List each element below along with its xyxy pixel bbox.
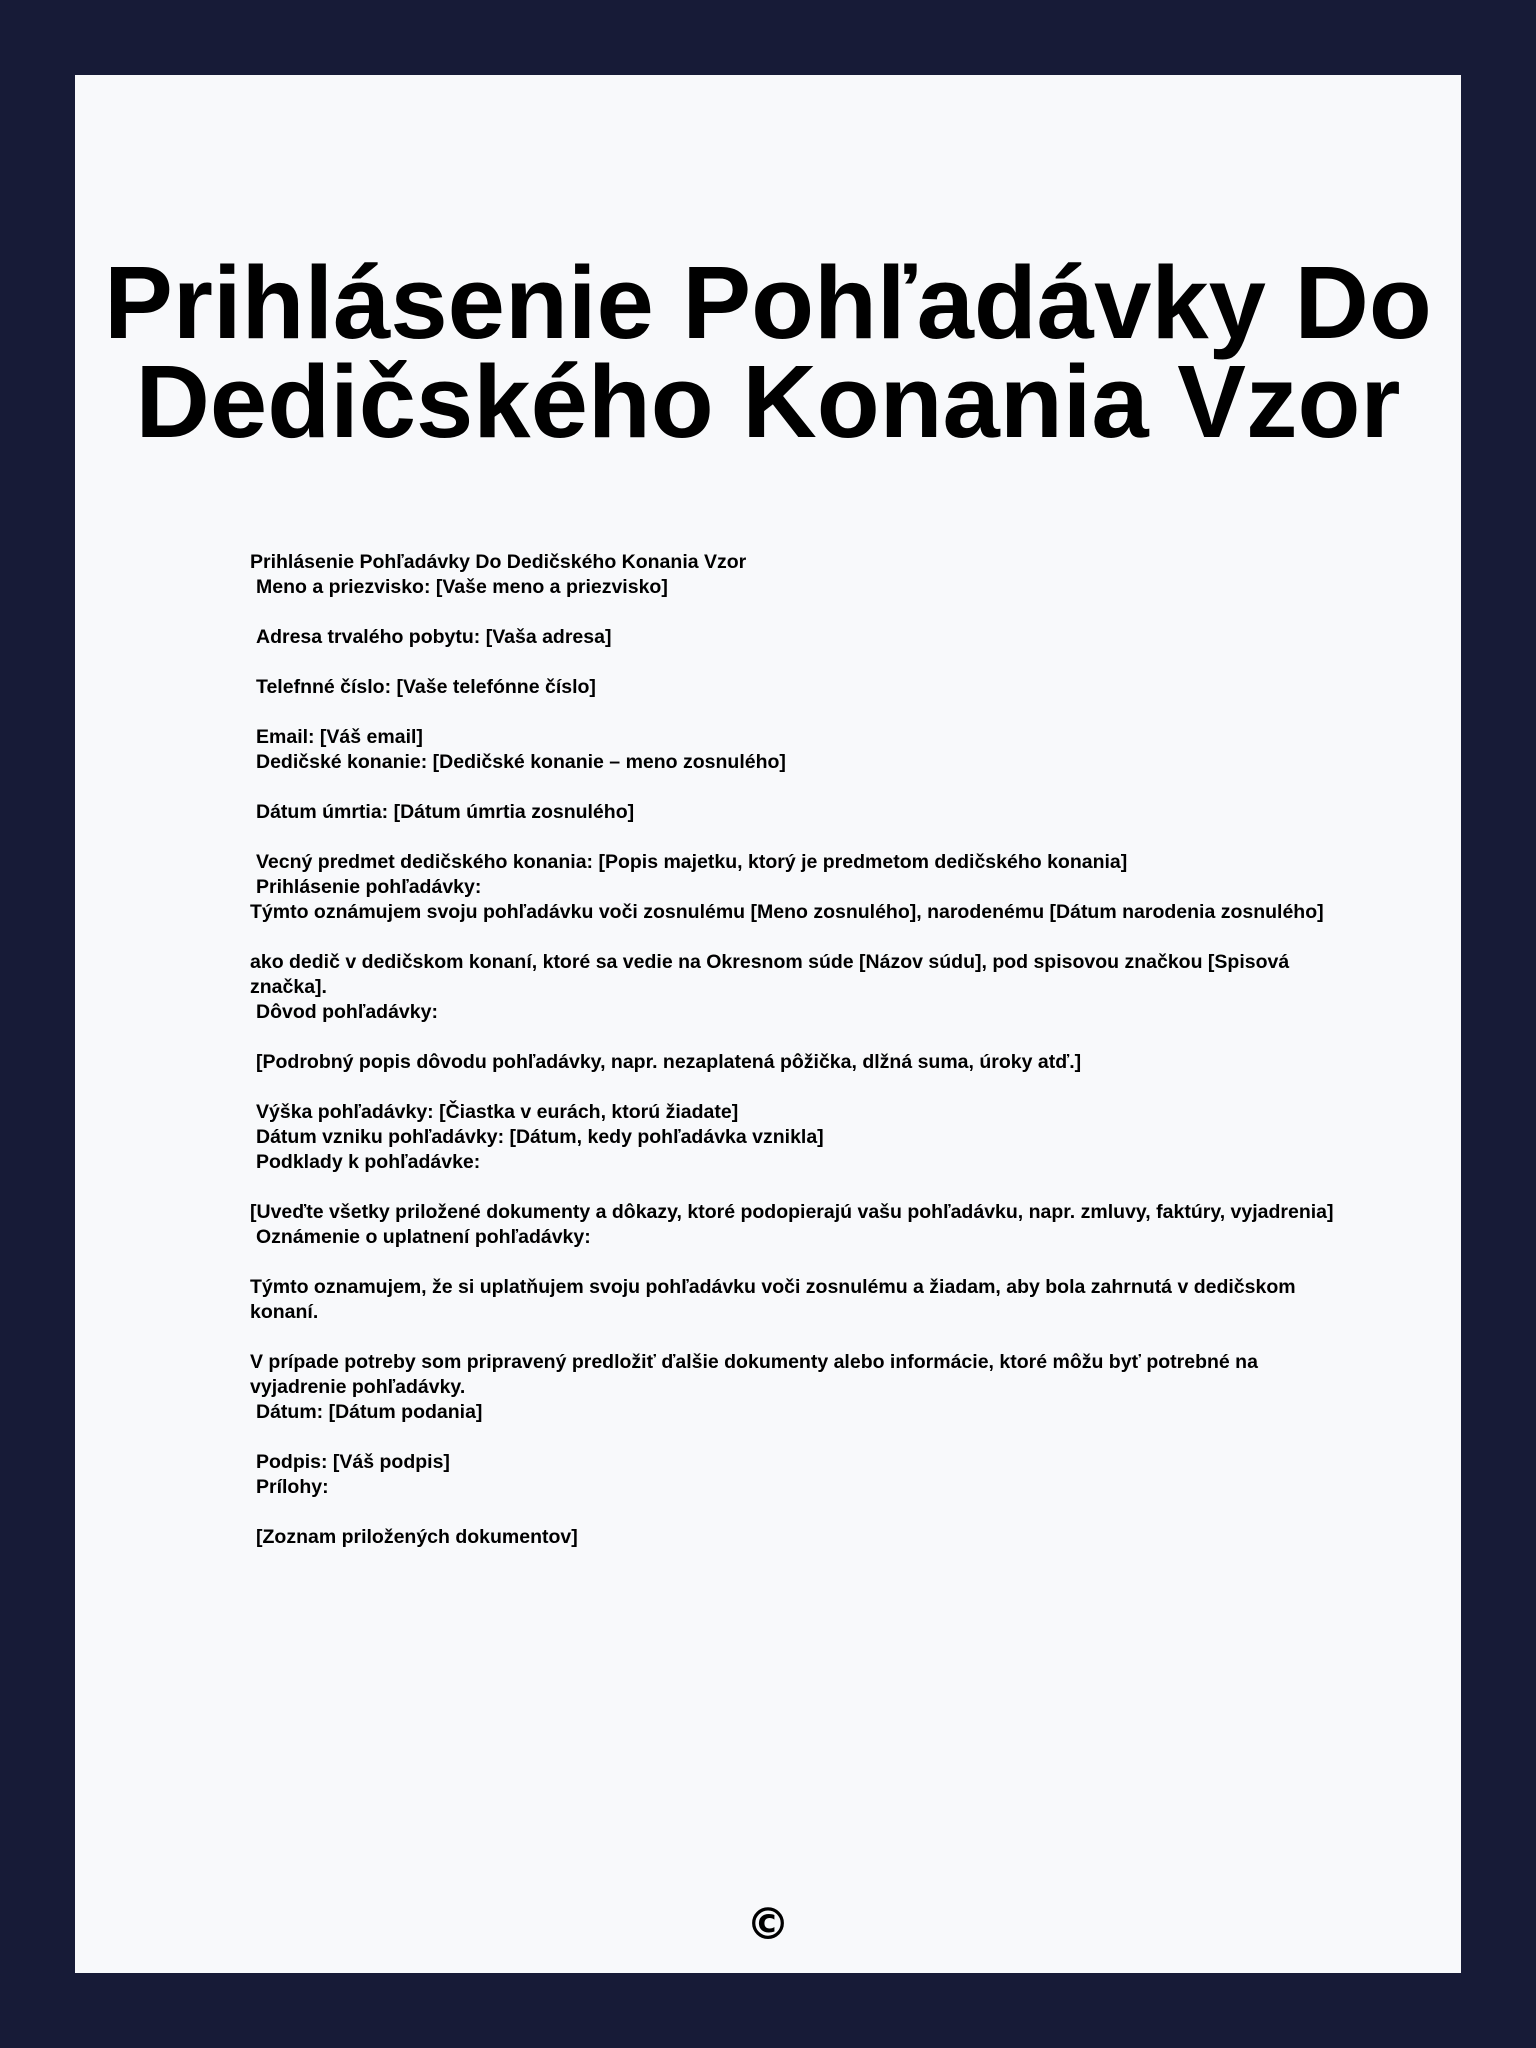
- spacer: [250, 825, 1350, 850]
- section-attachments-heading: Prílohy:: [256, 1476, 329, 1498]
- field-claim-amount: Výška pohľadávky: [Čiastka v eurách, ktorú žiadate]: [256, 1101, 739, 1123]
- spacer: [250, 1075, 1350, 1100]
- field-submission-date: Dátum: [Dátum podania]: [256, 1401, 483, 1423]
- claim-paragraph: Týmto oznámujem svoju pohľadávku voči zosnulému [Meno zosnulého], narodenému [Dátum narodenia zosnulého]: [250, 901, 1324, 923]
- spacer: [250, 775, 1350, 800]
- field-phone: Telefnné číslo: [Vaše telefónne číslo]: [256, 676, 596, 698]
- section-notice-heading: Oznámenie o uplatnení pohľadávky:: [256, 1226, 591, 1248]
- field-claim-date: Dátum vzniku pohľadávky: [Dátum, kedy pohľadávka vznikla]: [256, 1126, 824, 1148]
- document-heading: Prihlásenie Pohľadávky Do Dedičského Konania Vzor: [250, 551, 747, 573]
- field-subject-matter: Vecný predmet dedičského konania: [Popis majetku, ktorý je predmetom dedičského konania]: [256, 851, 1128, 873]
- readiness-paragraph: V prípade potreby som pripravený predložiť ďalšie dokumenty alebo informácie, ktoré môžu byť potrebné na vyjadrenie pohľadávky.: [250, 1351, 1258, 1398]
- documents-paragraph: [Uveďte všetky priložené dokumenty a dôkazy, ktoré podopierajú vašu pohľadávku, napr. zmluvy, faktúry, vyjadrenia]: [250, 1201, 1334, 1223]
- spacer: [250, 925, 1350, 950]
- spacer: [250, 700, 1350, 725]
- section-documents-heading: Podklady k pohľadávke:: [256, 1151, 481, 1173]
- document-body: [250, 550, 1350, 1550]
- field-inheritance-proceedings: Dedičské konanie: [Dedičské konanie – meno zosnulého]: [256, 751, 786, 773]
- spacer: [250, 1025, 1350, 1050]
- section-reason-heading: Dôvod pohľadávky:: [256, 1001, 438, 1023]
- page-title: Prihlásenie Pohľadávky Do Dedičského Konania Vzor: [104, 245, 1432, 459]
- spacer: [250, 650, 1350, 675]
- attachments-list: [Zoznam priložených dokumentov]: [256, 1526, 578, 1548]
- field-email: Email: [Váš email]: [256, 726, 423, 748]
- reason-paragraph: [Podrobný popis dôvodu pohľadávky, napr. nezaplatená pôžička, dlžná suma, úroky atď.]: [256, 1051, 1082, 1073]
- spacer: [250, 1425, 1350, 1450]
- copyright-icon: ©: [746, 1899, 790, 1950]
- spacer: [250, 1500, 1350, 1525]
- field-signature: Podpis: [Váš podpis]: [256, 1451, 450, 1473]
- spacer: [250, 1175, 1350, 1200]
- spacer: [250, 600, 1350, 625]
- field-address: Adresa trvalého pobytu: [Vaša adresa]: [256, 626, 612, 648]
- spacer: [250, 1250, 1350, 1275]
- notice-paragraph: Týmto oznamujem, že si uplatňujem svoju pohľadávku voči zosnulému a žiadam, aby bola zahrnutá v dedičskom konaní.: [250, 1276, 1296, 1323]
- field-date-of-death: Dátum úmrtia: [Dátum úmrtia zosnulého]: [256, 801, 635, 823]
- spacer: [250, 1325, 1350, 1350]
- court-paragraph: ako dedič v dedičskom konaní, ktoré sa vedie na Okresnom súde [Názov súdu], pod spisovou značkou [Spisová značka].: [250, 951, 1290, 998]
- field-name: Meno a priezvisko: [Vaše meno a priezvisko]: [256, 576, 668, 598]
- section-claim-heading: Prihlásenie pohľadávky:: [256, 876, 482, 898]
- document-page: [75, 75, 1461, 1973]
